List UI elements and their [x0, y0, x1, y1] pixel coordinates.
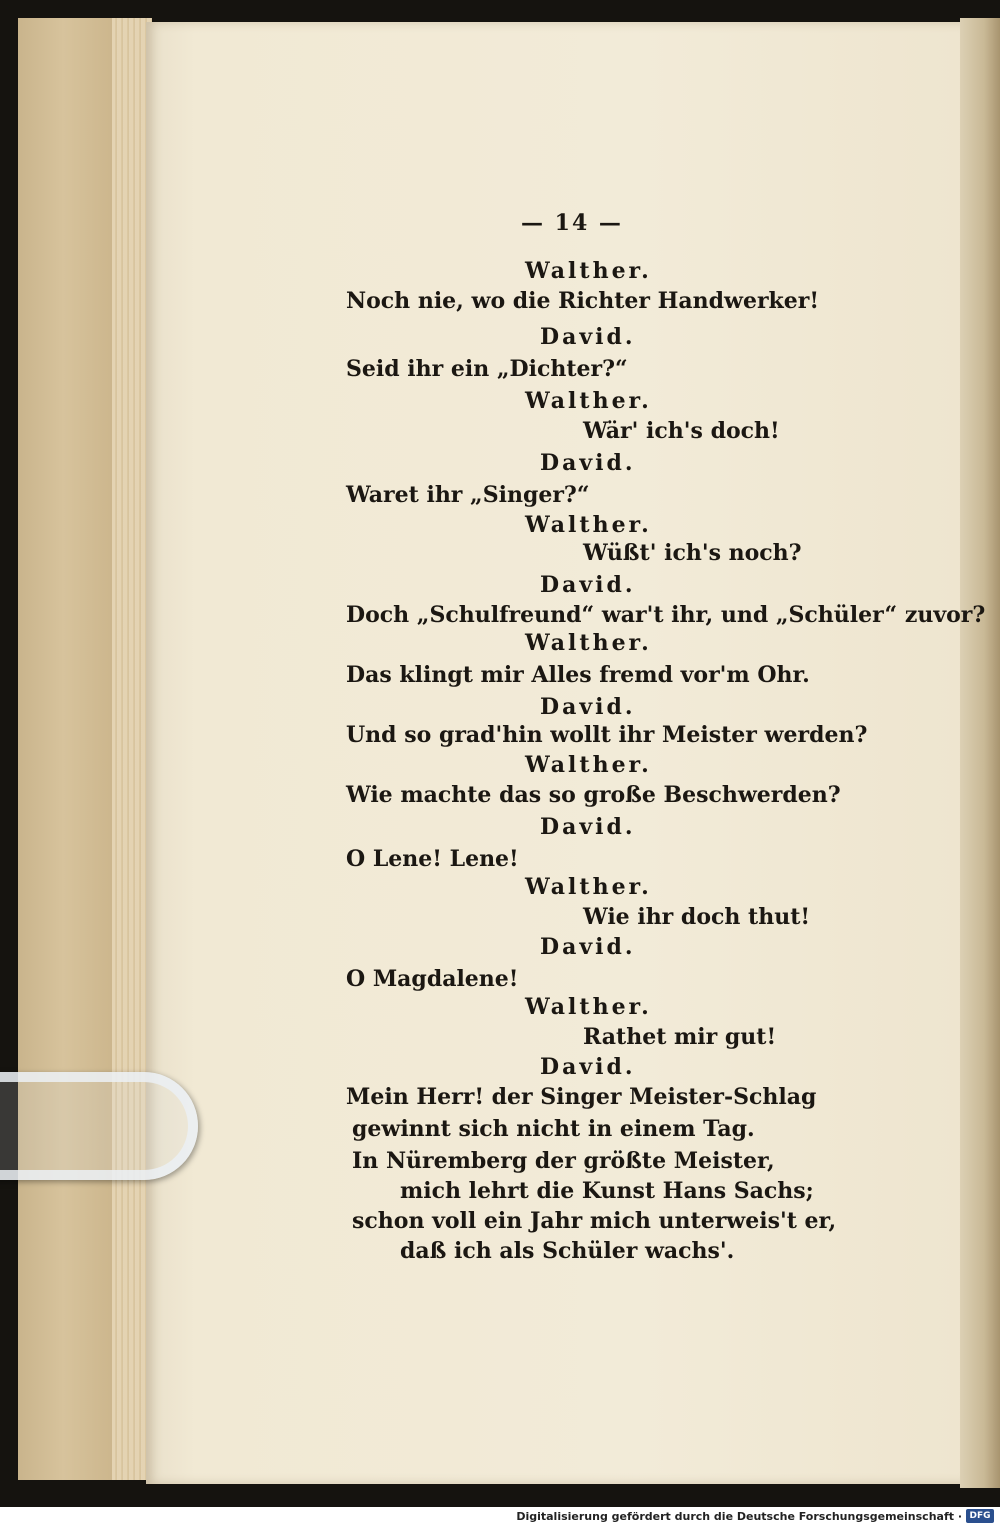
speaker-name: David.: [540, 694, 636, 720]
verse-line: In Nüremberg der größte Meister,: [352, 1148, 775, 1174]
verse-line: Noch nie, wo die Richter Handwerker!: [346, 288, 820, 314]
verse-line: Seid ihr ein „Dichter?“: [346, 356, 628, 382]
speaker-name: David.: [540, 934, 636, 960]
speaker-name: David.: [540, 1054, 636, 1080]
verse-line: Mein Herr! der Singer Meister-Schlag: [346, 1084, 817, 1110]
dfg-logo: DFG: [966, 1509, 994, 1523]
verse-line: O Lene! Lene!: [346, 846, 519, 872]
verse-line: Waret ihr „Singer?“: [346, 482, 590, 508]
speaker-name: Walther.: [525, 994, 652, 1020]
speaker-name: David.: [540, 814, 636, 840]
verse-line: O Magdalene!: [346, 966, 519, 992]
verse-line: Wie ihr doch thut!: [583, 904, 811, 930]
verse-line: schon voll ein Jahr mich unterweis't er,: [352, 1208, 837, 1234]
verse-line: Wär' ich's doch!: [583, 418, 780, 444]
speaker-name: Walther.: [525, 630, 652, 656]
verse-line: Und so grad'hin wollt ihr Meister werden?: [346, 722, 868, 748]
speaker-name: Walther.: [525, 258, 652, 284]
footer-bar: [0, 1507, 1000, 1527]
speaker-name: Walther.: [525, 388, 652, 414]
verse-line: gewinnt sich nicht in einem Tag.: [352, 1116, 755, 1142]
verse-line: Wie machte das so große Beschwerden?: [346, 782, 841, 808]
funding-credit: Digitalisierung gefördert durch die Deutsche Forschungsgemeinschaft ·: [516, 1510, 962, 1523]
verse-line: daß ich als Schüler wachs'.: [400, 1238, 735, 1264]
speaker-name: David.: [540, 324, 636, 350]
speaker-name: David.: [540, 572, 636, 598]
speaker-name: Walther.: [525, 512, 652, 538]
page-number: — 14 —: [521, 210, 623, 236]
paper-clip: [0, 1072, 198, 1180]
speaker-name: Walther.: [525, 752, 652, 778]
speaker-name: David.: [540, 450, 636, 476]
verse-line: Doch „Schulfreund“ war't ihr, und „Schüler“ zuvor?: [346, 602, 986, 628]
verse-line: Wüßt' ich's noch?: [583, 540, 802, 566]
verse-line: Das klingt mir Alles fremd vor'm Ohr.: [346, 662, 810, 688]
speaker-name: Walther.: [525, 874, 652, 900]
verse-line: mich lehrt die Kunst Hans Sachs;: [400, 1178, 814, 1204]
verse-line: Rathet mir gut!: [583, 1024, 777, 1050]
